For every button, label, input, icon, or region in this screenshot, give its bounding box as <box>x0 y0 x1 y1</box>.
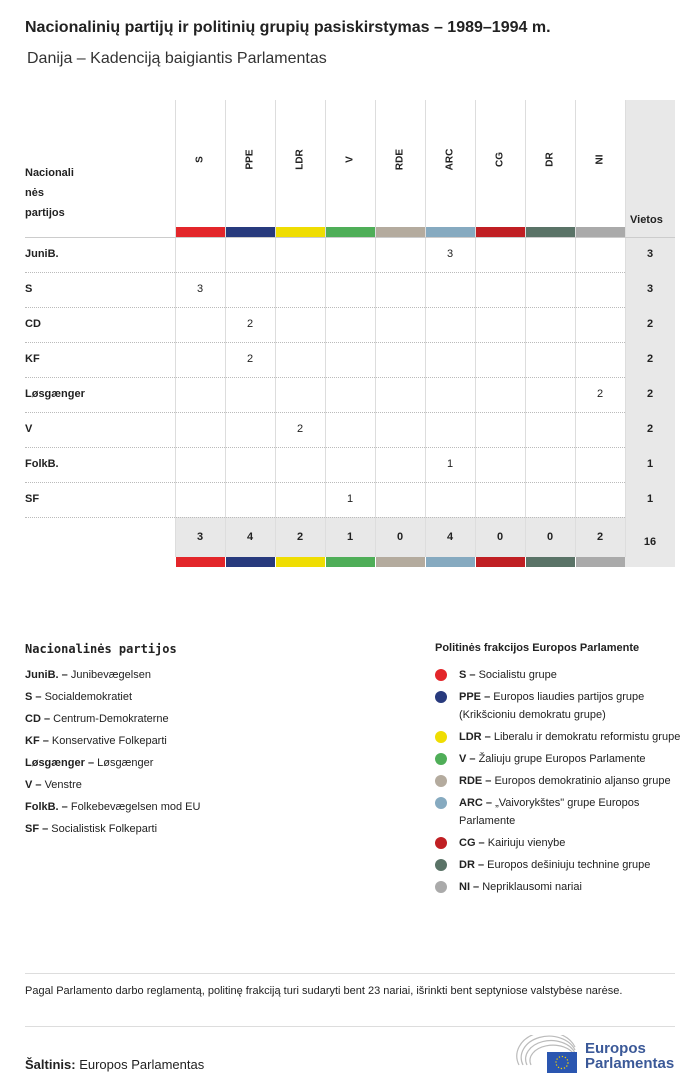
legend-code: ARC – <box>459 797 496 809</box>
row-party-label: CD <box>25 318 41 330</box>
source-label: Šaltinis: <box>25 1057 76 1072</box>
group-color-dot-icon <box>435 731 447 743</box>
column-divider <box>525 100 526 557</box>
group-header-arc: ARC <box>444 148 456 171</box>
column-divider <box>325 100 326 557</box>
legend-name: Folkebevægelsen mod EU <box>70 801 201 813</box>
group-color-bar <box>526 557 575 567</box>
legend-code: SF – <box>25 823 52 835</box>
national-legend-item <box>25 752 375 774</box>
legend-name: Konservative Folkeparti <box>51 735 167 747</box>
legend-name: Socialdemokratiet <box>44 691 133 703</box>
column-total: 0 <box>546 531 554 543</box>
column-total: 4 <box>246 531 254 543</box>
legend-name: Liberalu ir demokratu reformistu grupe <box>493 731 681 743</box>
row-divider <box>25 377 625 378</box>
legend-name: Europos demokratinio aljanso grupe <box>494 775 671 787</box>
column-divider <box>175 100 176 557</box>
table-cell: 1 <box>446 458 454 470</box>
row-divider <box>25 342 625 343</box>
row-total: 3 <box>646 283 654 295</box>
legend-code: V – <box>459 753 479 765</box>
row-divider <box>25 517 625 518</box>
legend-code: FolkB. – <box>25 801 71 813</box>
source-line <box>25 1057 204 1072</box>
column-total: 0 <box>396 531 404 543</box>
national-legend-item <box>25 796 375 818</box>
legend-name: Centrum-Demokraterne <box>53 713 169 725</box>
group-color-bar <box>376 557 425 567</box>
row-divider <box>25 307 625 308</box>
group-color-bar <box>576 557 625 567</box>
table-cell: 2 <box>246 353 254 365</box>
logo-line-2: Parlamentas <box>585 1055 675 1072</box>
legend-name: Nepriklausomi nariai <box>482 881 582 893</box>
total-header: Vietos <box>630 214 663 226</box>
group-color-bar <box>176 557 225 567</box>
group-legend-item <box>435 772 685 790</box>
row-total: 1 <box>646 493 654 505</box>
table-cell: 3 <box>196 283 204 295</box>
table-cell: 2 <box>246 318 254 330</box>
row-header-label: partijos <box>25 207 65 219</box>
group-legend-item <box>435 666 685 684</box>
groups-legend-title: Politinės frakcijos Europos Parlamente <box>435 642 640 654</box>
national-legend-item <box>25 774 375 796</box>
legend-code: LDR – <box>459 731 494 743</box>
legend-name: Socialistisk Folkeparti <box>51 823 158 835</box>
legend-code: V – <box>25 779 45 791</box>
national-legend-item <box>25 686 375 708</box>
legend-name: Kairiuju vienybe <box>487 837 566 849</box>
row-party-label: JuniB. <box>25 248 59 260</box>
column-total: 1 <box>346 531 354 543</box>
group-color-dot-icon <box>435 669 447 681</box>
group-color-bar <box>476 557 525 567</box>
national-parties-legend <box>25 664 375 840</box>
legend-name: Løsgænger <box>97 757 154 769</box>
legend-code: CG – <box>459 837 488 849</box>
group-color-dot-icon <box>435 753 447 765</box>
page-subtitle: Danija – Kadenciją baigiantis Parlamentas <box>27 50 327 67</box>
grand-total: 16 <box>643 536 657 548</box>
legend-code: PPE – <box>459 691 494 703</box>
row-total: 2 <box>646 353 654 365</box>
table-cell: 1 <box>346 493 354 505</box>
row-header-label: Nacionali <box>25 167 74 179</box>
group-color-bar <box>226 557 275 567</box>
group-color-bar <box>476 227 525 237</box>
legend-name: Venstre <box>44 779 82 791</box>
column-total: 2 <box>296 531 304 543</box>
legend-code: KF – <box>25 735 52 747</box>
group-header-rde: RDE <box>394 148 406 171</box>
legend-code: RDE – <box>459 775 495 787</box>
source-text: Europos Parlamentas <box>79 1057 205 1072</box>
logo-line-1: Europos <box>585 1040 646 1057</box>
group-color-bar <box>426 557 475 567</box>
table-cell: 2 <box>596 388 604 400</box>
legend-name: Europos dešiniuju technine grupe <box>487 859 651 871</box>
group-color-bar <box>576 227 625 237</box>
divider <box>25 973 675 974</box>
row-divider <box>25 482 625 483</box>
row-total: 2 <box>646 388 654 400</box>
row-divider <box>25 272 625 273</box>
group-color-bar <box>326 227 375 237</box>
group-color-bar <box>276 557 325 567</box>
table-cell: 3 <box>446 248 454 260</box>
column-total: 0 <box>496 531 504 543</box>
group-color-bar <box>326 557 375 567</box>
column-total: 4 <box>446 531 454 543</box>
row-total: 2 <box>646 318 654 330</box>
page-title: Nacionalinių partijų ir politinių grupių pasiskirstymas – 1989–1994 m. <box>25 19 551 36</box>
row-party-label: V <box>25 423 33 435</box>
group-header-dr: DR <box>544 152 556 167</box>
column-divider <box>425 100 426 557</box>
footnote: Pagal Parlamento darbo reglamentą, politinę frakciją turi sudaryti bent 23 nariai, išrinkti bent septyniose valstybėse narėse. <box>25 985 623 997</box>
column-divider <box>575 100 576 557</box>
row-header-label: nės <box>25 187 44 199</box>
group-color-bar <box>226 227 275 237</box>
row-total: 3 <box>646 248 654 260</box>
group-color-dot-icon <box>435 859 447 871</box>
legend-name: Socialistu grupe <box>478 669 557 681</box>
row-total: 1 <box>646 458 654 470</box>
group-color-dot-icon <box>435 881 447 893</box>
legend-code: S – <box>459 669 479 681</box>
column-divider <box>375 100 376 557</box>
legend-name: Žaliuju grupe Europos Parlamente <box>478 753 646 765</box>
row-total: 2 <box>646 423 654 435</box>
row-divider <box>25 412 625 413</box>
legend-name: „Vaivorykštes" grupe Europos Parlamente <box>459 797 640 827</box>
column-divider <box>475 100 476 557</box>
group-legend-item <box>435 688 685 724</box>
group-color-dot-icon <box>435 775 447 787</box>
group-header-ldr: LDR <box>294 149 306 170</box>
group-color-dot-icon <box>435 691 447 703</box>
group-legend-item <box>435 878 685 896</box>
group-header-ni: NI <box>594 154 606 165</box>
group-header-cg: CG <box>494 152 506 167</box>
group-legend-item <box>435 750 685 768</box>
group-color-dot-icon <box>435 797 447 809</box>
group-color-bar <box>276 227 325 237</box>
group-header-ppe: PPE <box>244 149 256 170</box>
legend-name: Junibevægelsen <box>70 669 151 681</box>
group-legend-item <box>435 728 685 746</box>
legend-code: Løsgænger – <box>25 757 98 769</box>
group-color-bar <box>376 227 425 237</box>
group-header-s: S <box>194 156 206 163</box>
row-party-label: SF <box>25 493 40 505</box>
row-party-label: S <box>25 283 33 295</box>
legend-code: S – <box>25 691 45 703</box>
group-color-bar <box>526 227 575 237</box>
column-divider <box>275 100 276 557</box>
parliament-hemicycle-icon <box>515 1035 579 1075</box>
row-divider <box>25 447 625 448</box>
legend-code: JuniB. – <box>25 669 71 681</box>
group-header-v: V <box>344 156 356 163</box>
legend-code: CD – <box>25 713 54 725</box>
column-total: 2 <box>596 531 604 543</box>
national-legend-item <box>25 708 375 730</box>
group-color-bar <box>426 227 475 237</box>
group-color-bar <box>176 227 225 237</box>
national-legend-item <box>25 730 375 752</box>
ep-logo <box>515 1035 680 1075</box>
column-total: 3 <box>196 531 204 543</box>
group-color-dot-icon <box>435 837 447 849</box>
legend-code: NI – <box>459 881 483 893</box>
group-legend-item <box>435 834 685 852</box>
legend-code: DR – <box>459 859 488 871</box>
legend-name: Europos liaudies partijos grupe (Krikšcioniu demokratu grupe) <box>459 691 645 721</box>
group-legend-item <box>435 856 685 874</box>
group-legend-item <box>435 794 685 830</box>
row-party-label: KF <box>25 353 40 365</box>
national-legend-item <box>25 664 375 686</box>
national-legend-title: Nacionalinės partijos <box>25 642 177 656</box>
row-party-label: Løsgænger <box>25 388 85 400</box>
divider <box>25 1026 675 1027</box>
header-divider <box>25 237 675 238</box>
row-party-label: FolkB. <box>25 458 59 470</box>
groups-legend <box>435 664 685 900</box>
national-legend-item <box>25 818 375 840</box>
table-cell: 2 <box>296 423 304 435</box>
